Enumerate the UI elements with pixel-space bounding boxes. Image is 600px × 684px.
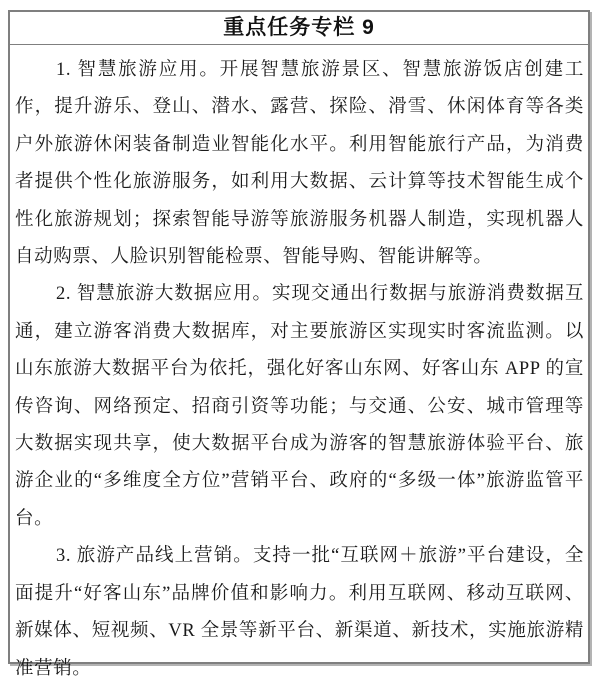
panel-title: 重点任务专栏 9 — [10, 12, 588, 45]
paragraph-online-marketing: 3. 旅游产品线上营销。支持一批“互联网＋旅游”平台建设，全面提升“好客山东”品牌价值和影响力。利用互联网、移动互联网、新媒体、短视频、VR 全景等新平台、新渠道、新技术，实施旅游精准营销。 — [15, 546, 584, 679]
paragraph-smart-tourism-application: 1. 智慧旅游应用。开展智慧旅游景区、智慧旅游饭店创建工作，提升游乐、登山、潜水、露营、探险、滑雪、休闲体育等各类户外旅游休闲装备制造业智能化水平。利用智能旅行产品，为消费者提供个性化旅游服务，如利用大数据、云计算等技术智能生成个性化旅游规划；探索智能导游等旅游服务机器人制造，实现机器人自动购票、人脸识别智能检票、智能导购、智能讲解等。 — [15, 60, 584, 268]
key-task-panel — [8, 10, 590, 679]
paragraph-big-data-application: 2. 智慧旅游大数据应用。实现交通出行数据与旅游消费数据互通，建立游客消费大数据库，对主要旅游区实现实时客流监测。以山东旅游大数据平台为依托，强化好客山东网、好客山东 APP 的宣传咨询、网络预定、招商引资等功能；与交通、公安、城市管理等大数据实现共享，使大数据平台成为游客的智慧旅游体验平台、旅游企业的“多维度全方位”营销平台、政府的“多级一体”旅游监管平台。 — [15, 284, 584, 529]
panel-body — [10, 45, 588, 684]
